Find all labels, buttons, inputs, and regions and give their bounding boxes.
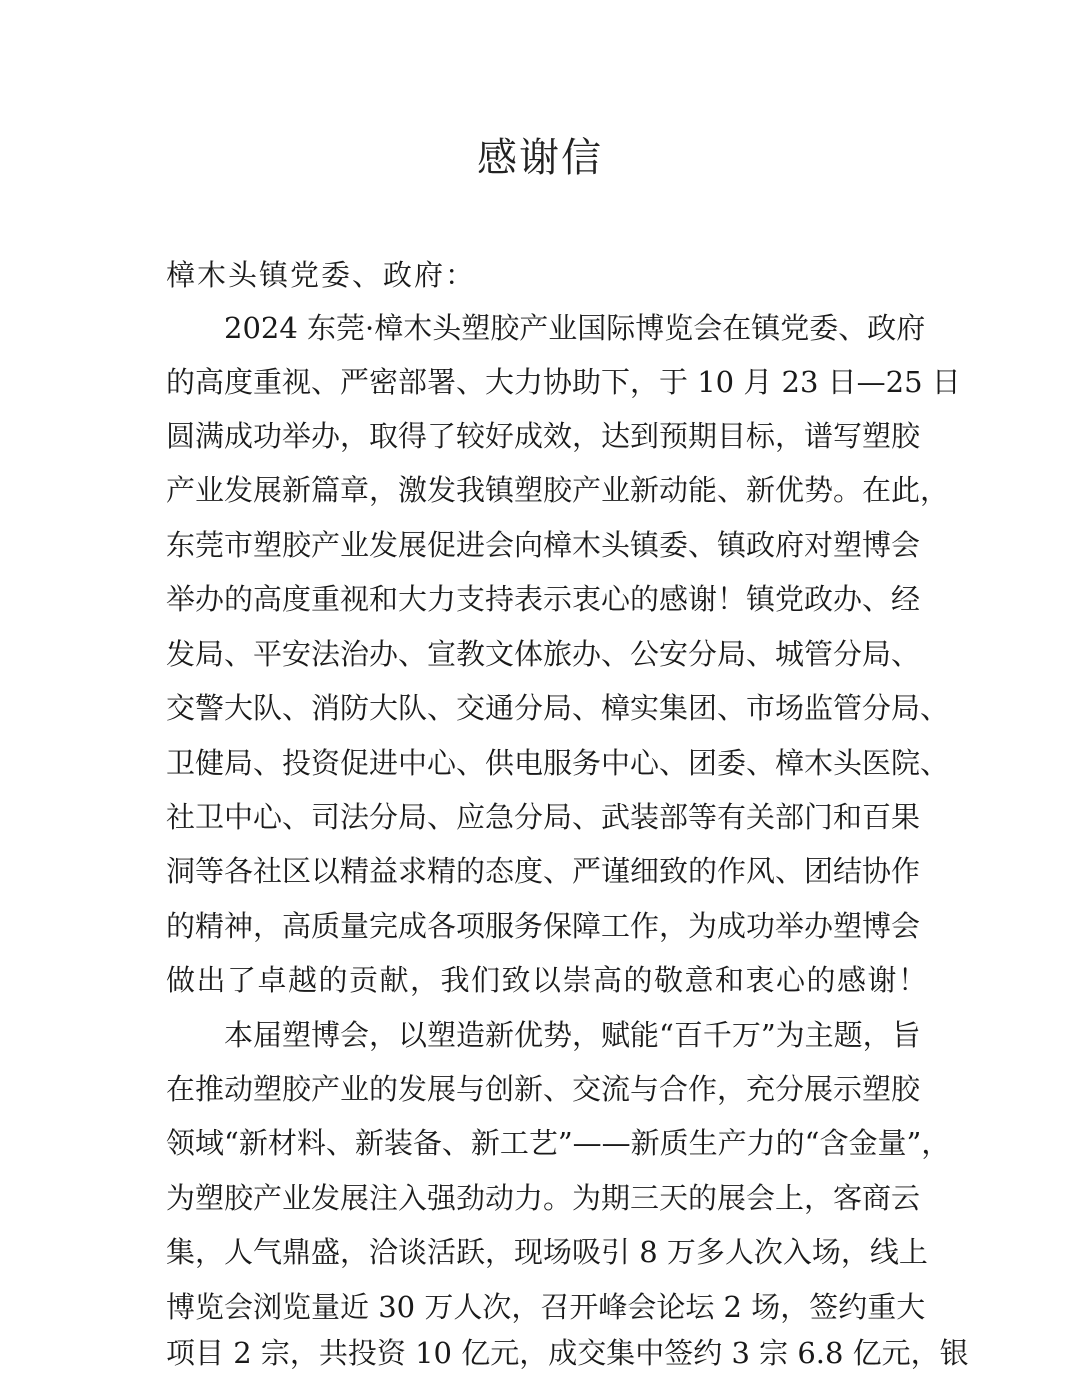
paragraph2-line: 本届塑博会，以塑造新优势，赋能“百千万”为主题，旨 [224,1018,921,1052]
paragraph1-line: 洞等各社区以精益求精的态度、严谨细致的作风、团结协作 [166,854,921,888]
paragraph2-line: 领域“新材料、新装备、新工艺”——新质生产力的“含金量”， [166,1126,951,1160]
paragraph2-line: 博览会浏览量近 30 万人次，召开峰会论坛 2 场，签约重大 [166,1290,926,1324]
letter-salutation: 樟木头镇党委、政府： [166,258,477,292]
paragraph1-line: 的高度重视、严密部署、大力协助下，于 10 月 23 日—25 日 [166,365,961,399]
paragraph1-line: 2024 东莞·樟木头塑胶产业国际博览会在镇党委、政府 [224,311,926,345]
paragraph1-line: 产业发展新篇章，激发我镇塑胶产业新动能、新优势。在此， [166,473,950,507]
paragraph1-line: 交警大队、消防大队、交通分局、樟实集团、市场监管分局、 [166,691,950,725]
paragraph2-line: 为塑胶产业发展注入强劲动力。为期三天的展会上，客商云 [166,1181,921,1215]
paragraph1-line: 举办的高度重视和大力支持表示衷心的感谢！镇党政办、经 [166,582,921,616]
paragraph2-line: 集，人气鼎盛，洽谈活跃，现场吸引 8 万多人次入场，线上 [166,1235,928,1269]
paragraph1-line: 的精神，高质量完成各项服务保障工作，为成功举办塑博会 [166,909,921,943]
paragraph1-line: 发局、平安法治办、宣教文体旅办、公安分局、城管分局、 [166,637,921,671]
paragraph1-line: 圆满成功举办，取得了较好成效，达到预期目标，谱写塑胶 [166,419,921,453]
paragraph1-line: 社卫中心、司法分局、应急分局、武装部等有关部门和百果 [166,800,921,834]
paragraph2-line: 在推动塑胶产业的发展与创新、交流与合作，充分展示塑胶 [166,1072,921,1106]
paragraph2-line: 项目 2 宗，共投资 10 亿元，成交集中签约 3 宗 6.8 亿元，银 [166,1336,969,1370]
letter-title: 感谢信 [477,135,603,181]
paragraph1-line: 做出了卓越的贡献，我们致以崇高的敬意和衷心的感谢！ [166,963,929,997]
paragraph1-line: 东莞市塑胶产业发展促进会向樟木头镇委、镇政府对塑博会 [166,528,921,562]
paragraph1-line: 卫健局、投资促进中心、供电服务中心、团委、樟木头医院、 [166,746,950,780]
